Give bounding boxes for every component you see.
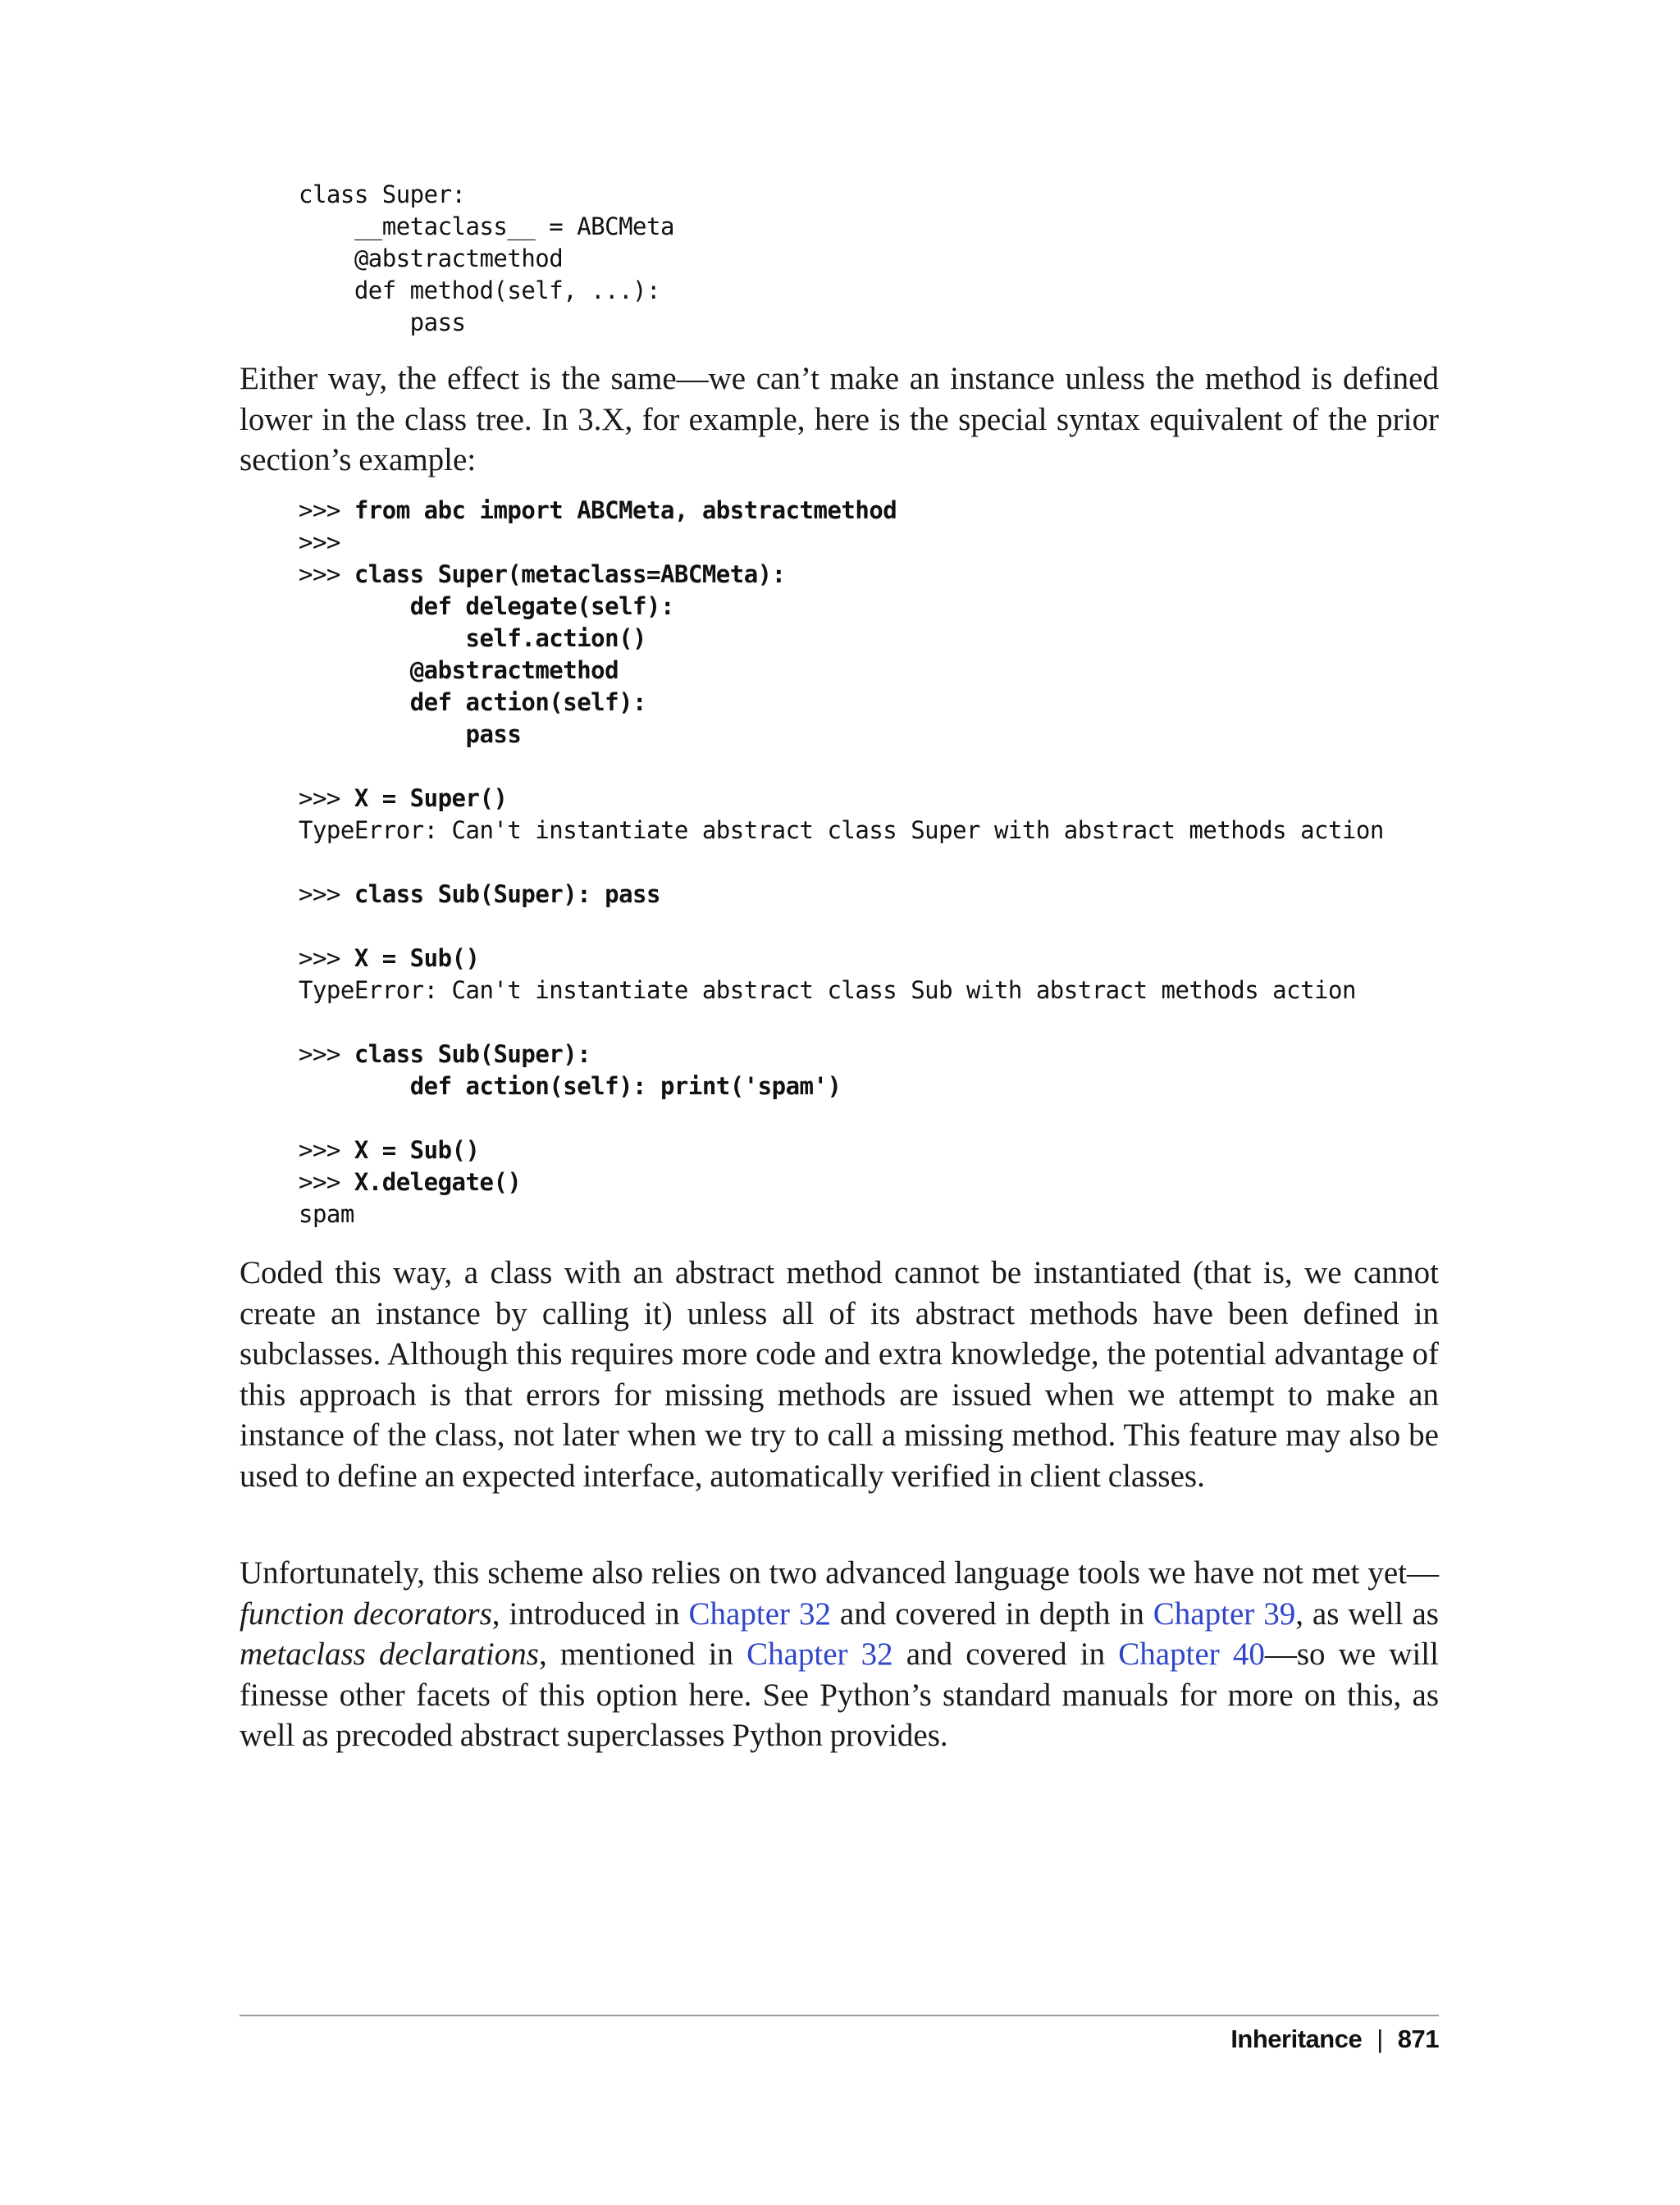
code-line <box>299 1007 1384 1039</box>
code-line <box>299 751 1384 783</box>
emphasis-function-decorators: function decorators <box>240 1596 492 1632</box>
code-input: pass <box>465 720 522 748</box>
code-line <box>299 1071 1384 1102</box>
code-line <box>299 1166 1384 1198</box>
code-block-metaclass-py2 <box>299 179 674 339</box>
code-line <box>299 559 1384 591</box>
code-prompt <box>299 688 410 716</box>
code-block-abc-example <box>299 495 1384 1230</box>
code-input: X.delegate() <box>354 1168 522 1196</box>
code-input: def action(self): print('spam') <box>409 1072 842 1100</box>
code-line <box>299 719 1384 751</box>
code-input: @abstractmethod <box>409 656 619 684</box>
code-input: def action(self): <box>409 688 646 716</box>
link-chapter-32[interactable]: Chapter 32 <box>688 1596 831 1632</box>
code-prompt: TypeError: Can't instantiate abstract class Super with abstract methods action <box>299 816 1384 844</box>
code-prompt: >>> <box>299 1136 354 1164</box>
code-line: pass <box>299 308 466 336</box>
code-prompt <box>299 1072 410 1100</box>
code-line <box>299 623 1384 655</box>
code-input: class Sub(Super): pass <box>354 880 660 908</box>
text-run: , introduced in <box>491 1596 689 1632</box>
code-line <box>299 655 1384 687</box>
code-line: def method(self, ...): <box>299 276 660 304</box>
code-prompt <box>299 656 410 684</box>
footer-section-title: Inheritance <box>1230 2025 1363 2053</box>
code-prompt <box>299 624 466 652</box>
code-line <box>299 975 1384 1007</box>
text-run: and covered in depth in <box>830 1596 1153 1632</box>
code-prompt: >>> <box>299 784 354 812</box>
emphasis-metaclass-declarations: metaclass declarations <box>240 1637 539 1672</box>
code-line <box>299 879 1384 911</box>
code-prompt <box>299 592 410 620</box>
code-line <box>299 495 1384 527</box>
link-chapter-32-second[interactable]: Chapter 32 <box>746 1637 893 1672</box>
text-run: , as well as <box>1295 1596 1439 1632</box>
code-line: class Super: <box>299 180 466 208</box>
code-line <box>299 687 1384 719</box>
code-line <box>299 1198 1384 1230</box>
code-line <box>299 815 1384 847</box>
code-prompt: >>> <box>299 560 354 588</box>
paragraph-unfortunately <box>240 1553 1439 1756</box>
code-line <box>299 943 1384 975</box>
code-line <box>299 527 1384 559</box>
text-run: and covered in <box>892 1637 1119 1672</box>
code-line <box>299 1102 1384 1134</box>
code-line <box>299 847 1384 879</box>
code-prompt: >>> <box>299 944 354 972</box>
code-input: from abc import ABCMeta, abstractmethod <box>354 496 897 524</box>
code-prompt: TypeError: Can't instantiate abstract class Sub with abstract methods action <box>299 976 1356 1004</box>
code-input: self.action() <box>465 624 646 652</box>
code-prompt: >>> <box>299 1040 354 1068</box>
code-line: __metaclass__ = ABCMeta <box>299 212 674 240</box>
text-run: , mentioned in <box>538 1637 747 1672</box>
code-input: X = Sub() <box>354 1136 480 1164</box>
code-input: X = Sub() <box>354 944 480 972</box>
code-input: def delegate(self): <box>409 592 674 620</box>
code-input: class Super(metaclass=ABCMeta): <box>354 560 786 588</box>
link-chapter-40[interactable]: Chapter 40 <box>1118 1637 1265 1672</box>
footer-divider <box>240 2015 1439 2016</box>
code-prompt: >>> <box>299 1168 354 1196</box>
paragraph-either-way: Either way, the effect is the same—we can’t make an instance unless the method is defined lower in the class tree. In 3.X, for example, here is the special syntax equivalent of the prior section’s example: <box>240 361 1439 477</box>
text-run: —so we will finesse other facets of this option here. See Python’s standard manuals for more on this, as well as precoded abstract superclasses Python provides. <box>240 1637 1439 1753</box>
code-line <box>299 1039 1384 1071</box>
paragraph-coded-this-way: Coded this way, a class with an abstract method cannot be instantiated (that is, we cannot create an instance by calling it) unless all of its abstract methods have been defined in subclasses. Although this requires more code and extra knowledge, the potential advantage of this approach is that errors for missing methods are issued when we attempt to make an instance of the class, not later when we try to call a missing method. This feature may also be used to define an expected interface, automatically verified in client classes. <box>240 1255 1439 1494</box>
code-input: X = Super() <box>354 784 508 812</box>
page-footer <box>1230 2025 1439 2054</box>
code-line <box>299 783 1384 815</box>
code-line: @abstractmethod <box>299 244 564 272</box>
code-prompt <box>299 720 466 748</box>
link-chapter-39[interactable]: Chapter 39 <box>1153 1596 1296 1632</box>
code-prompt: >>> <box>299 528 340 556</box>
footer-separator: | <box>1376 2025 1383 2053</box>
code-prompt: spam <box>299 1200 354 1228</box>
code-input: class Sub(Super): <box>354 1040 591 1068</box>
code-line <box>299 911 1384 943</box>
code-prompt: >>> <box>299 496 354 524</box>
code-prompt: >>> <box>299 880 354 908</box>
code-line <box>299 591 1384 623</box>
page-number: 871 <box>1397 2025 1439 2053</box>
text-run: Unfortunately, this scheme also relies on two advanced language tools we have not met yet— <box>240 1555 1439 1591</box>
code-line <box>299 1134 1384 1166</box>
